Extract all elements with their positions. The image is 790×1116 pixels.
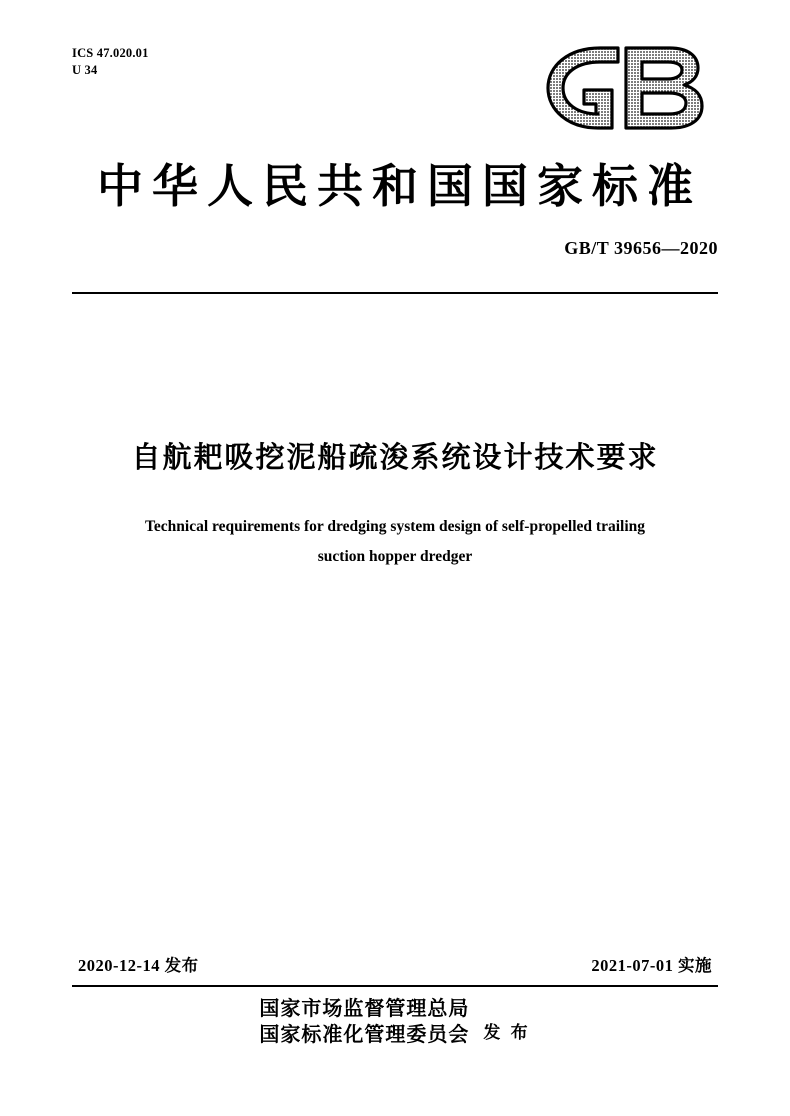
document-title-english-line1: Technical requirements for dredging system design of self-propelled trailing [144,518,646,535]
document-title-english-line2: suction hopper dredger [317,548,473,565]
effective-date: 2021-07-01 实施 [591,956,712,975]
gb-national-standard-logo-icon [538,42,718,134]
national-standard-title: 中华人民共和国国家标准 [97,161,702,212]
release-date: 2020-12-14 发布 [78,956,199,975]
document-title-chinese: 自航耙吸挖泥船疏浚系统设计技术要求 [131,442,659,474]
issuing-authority-names [259,996,469,1048]
document-title-english [90,512,700,572]
issue-verb: 发 布 [483,1022,531,1042]
footer-divider [72,985,718,987]
standard-number: GB/T 39656—2020 [564,238,718,258]
ics-classification-block [72,45,149,79]
header-divider [72,292,718,294]
classification-code: U 34 [72,63,98,77]
issuer-line-1: 国家市场监督管理总局 [259,998,470,1020]
issuer-line-2: 国家标准化管理委员会 [259,1024,470,1046]
issuing-authority-block [0,996,790,1048]
ics-code: ICS 47.020.01 [72,46,149,60]
